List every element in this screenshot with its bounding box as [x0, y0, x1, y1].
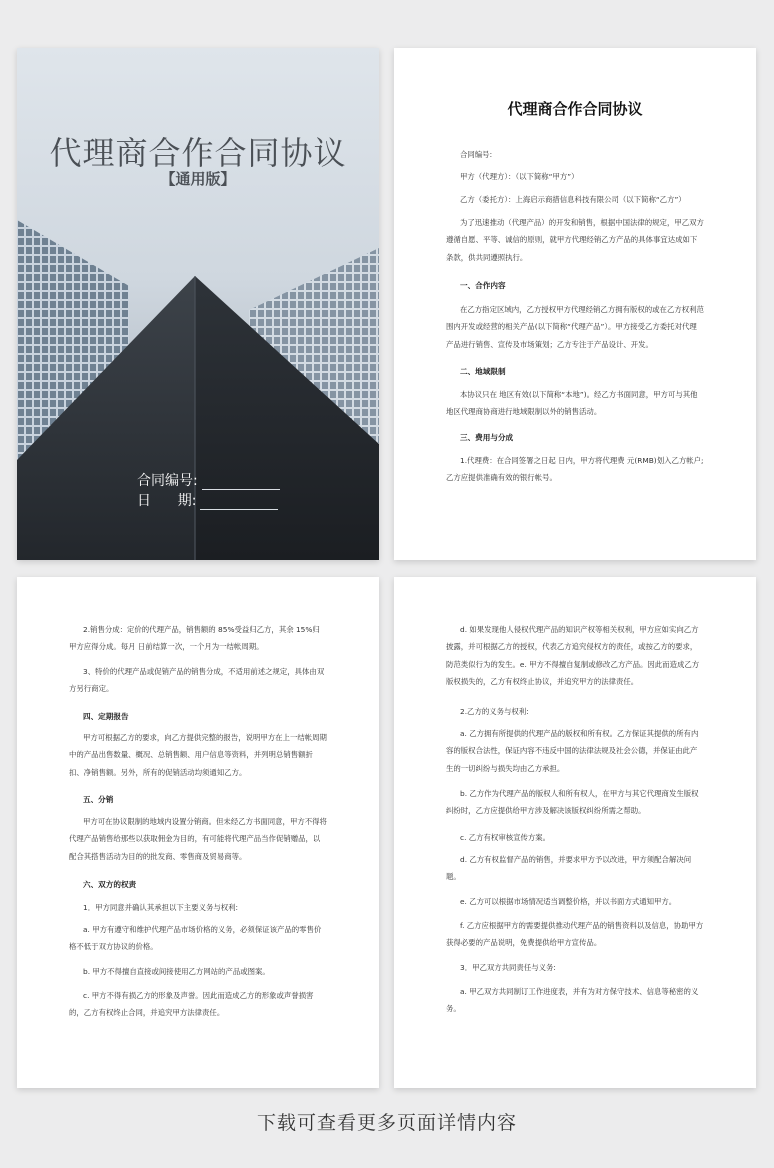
section-heading: 五、分销 — [83, 795, 114, 804]
paragraph: d. 乙方有权监督产品的销售，并要求甲方予以改进，甲方须配合解决问题。 — [446, 855, 692, 882]
intro-paragraph: 为了迅速推动（代理产品）的开发和销售，根据中国法律的规定，甲乙双方遵循自愿、平等、诚信的原则，就甲方代理经销乙方产品的具体事宜达成如下条款，供共同遵照执行。 — [446, 218, 704, 262]
section-heading: 六、双方的权责 — [83, 880, 137, 889]
paragraph: a. 甲乙双方共同制订工作进度表，并有为对方保守技术、信息等秘密的义务。 — [446, 987, 699, 1014]
paragraph: a. 甲方有遵守和维护代理产品市场价格的义务，必须保证该产品的零售价格不低于双方协议的价格。 — [69, 925, 322, 952]
paragraph: a. 乙方拥有所提供的代理产品的版权和所有权。乙方保证其提供的所有内容的版权合法性，保证内容不违反中国的法律法规及社会公德，并保证由此产生的一切纠纷与损失均由乙方承担。 — [446, 729, 699, 773]
cover-subtitle: 【通用版】 — [160, 170, 236, 188]
paragraph: 1.代理费：在合同签署之日起 日内，甲方将代理费 元(RMB)划入乙方帐户;乙方应提供准确有效的银行帐号。 — [446, 456, 704, 483]
paragraph: 本协议只在 地区有效(以下简称“本地”)。经乙方书面同意，甲方可与其他地区代理商协商进行地域限制以外的销售活动。 — [446, 390, 698, 417]
paragraph: e. 乙方可以根据市场情况适当调整价格，并以书面方式通知甲方。 — [460, 897, 677, 906]
paragraph: c. 甲方不得有损乙方的形象及声誉。因此而造成乙方的形象或声誉损害的，乙方有权终止合同，并追究甲方法律责任。 — [69, 991, 314, 1018]
paragraph: b. 甲方不得擅自直接或间接使用乙方网站的产品或图案。 — [83, 967, 270, 976]
document-title: 代理商合作合同协议 — [507, 100, 643, 118]
cover-title: 代理商合作合同协议 — [49, 134, 347, 172]
cover-page — [17, 48, 379, 560]
paragraph: 2.乙方的义务与权利: — [460, 707, 529, 716]
cover-contract-no-line — [202, 475, 280, 490]
cover-date-label: 日 期: — [137, 493, 197, 509]
cover-date-line — [200, 495, 278, 510]
paragraph: 1．甲方同意并确认其承担以下主要义务与权利: — [83, 903, 239, 912]
section-heading: 四、定期报告 — [83, 712, 129, 721]
paragraph: 甲方可在协议限制的地域内设置分销商。但未经乙方书面同意，甲方不得将代理产品销售给那些以获取佣金为目的，有可能将代理产品当作促销赠品，以配合其搭售活动为目的的批发商、零售商及贸易商等。 — [69, 817, 327, 861]
paragraph: 3、特价的代理产品或促销产品的销售分成，不适用前述之规定，具体由双方另行商定。 — [69, 667, 325, 694]
cover-date — [137, 490, 278, 510]
paragraph: 3．甲乙双方共同责任与义务: — [460, 963, 556, 972]
footer-download-hint: 下载可查看更多页面详情内容 — [256, 1112, 517, 1134]
section-heading: 三、费用与分成 — [460, 433, 514, 442]
paragraph: 甲方可根据乙方的要求，向乙方提供完整的报告，说明甲方在上一结帐周期中的产品出售数量、概况、总销售额、用户信息等资料，并列明总销售额折扣、净销售额。另外，所有的促销活动均须通知乙方。 — [69, 733, 327, 777]
document-page-1 — [394, 48, 756, 560]
paragraph: d. 如果发现他人侵权代理产品的知识产权等相关权利，甲方应如实向乙方披露，并可根据乙方的授权，代表乙方追究侵权方的责任，或按乙方的要求，防范类似行为的发生。e. 甲方不得擅自复制或修改乙方产品。因此而造成乙方版权损失的，乙方有权终止协议，并追究甲方的法律责任。 — [446, 625, 700, 687]
paragraph: b. 乙方作为代理产品的版权人和所有权人，在甲方与其它代理商发生版权纠纷时，乙方应提供给甲方涉及解决该版权纠纷所需之帮助。 — [446, 789, 699, 816]
cover-contract-no-label: 合同编号: — [137, 473, 198, 489]
cover-contract-no — [137, 470, 280, 490]
party-b-line: 乙方（委托方）：上海启示商措信息科技有限公司（以下简称“乙方”） — [460, 195, 686, 204]
contract-no-line: 合同编号: — [460, 150, 493, 159]
party-a-line: 甲方（代理方）：（以下简称“甲方”） — [460, 172, 579, 181]
section-heading: 一、合作内容 — [460, 281, 506, 290]
section-heading: 二、地域限制 — [460, 367, 506, 376]
paragraph: 2.销售分成：定价的代理产品，销售额的 85%受益归乙方，其余 15%归甲方应得分成。每月 日前结算一次，一个月为一结帐周期。 — [69, 625, 320, 652]
document-page-3 — [394, 577, 756, 1088]
paragraph: f. 乙方应根据甲方的需要提供推动代理产品的销售资料以及信息，协助甲方获得必要的产品说明，免费提供给甲方宣传品。 — [446, 921, 704, 948]
paragraph: c. 乙方有权审核宣传方案。 — [460, 833, 551, 842]
document-page-2 — [17, 577, 379, 1088]
paragraph: 在乙方指定区域内，乙方授权甲方代理经销乙方拥有版权的或在乙方权利范围内开发或经营的相关产品(以下简称“代理产品”）。甲方接受乙方委托对代理产品进行销售、宣传及市场策划；乙方专注于产品设计、开发。 — [446, 305, 704, 349]
